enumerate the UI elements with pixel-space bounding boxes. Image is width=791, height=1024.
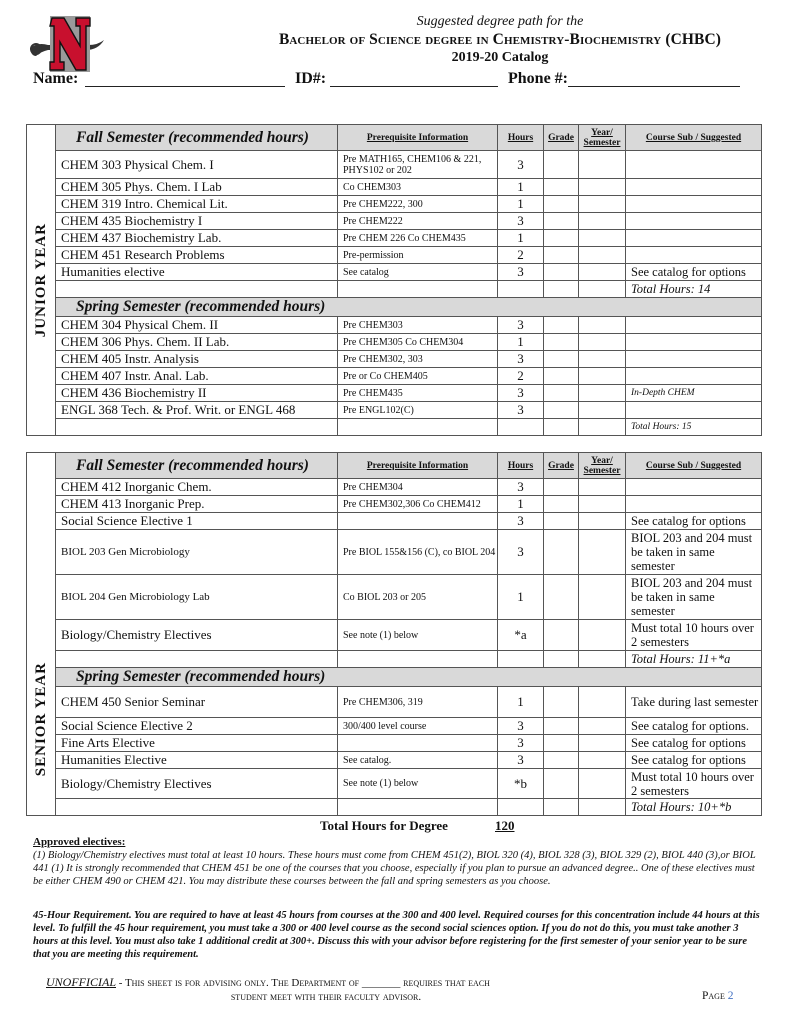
year-semester-cell[interactable] (579, 196, 626, 213)
header-subtitle: Suggested degree path for the (416, 14, 584, 29)
total-row (27, 281, 762, 298)
year-semester-header-l2: Semester (583, 137, 621, 148)
year-semester-cell[interactable] (579, 735, 626, 752)
course-row (27, 196, 762, 213)
prereq-info: Pre or Co CHEM405 (338, 368, 498, 385)
course-sub-cell[interactable] (626, 179, 762, 196)
grade-cell[interactable] (544, 479, 579, 496)
course-row (27, 479, 762, 496)
course-row (27, 351, 762, 368)
year-label-cell (27, 125, 56, 436)
course-hours: 3 (498, 151, 544, 179)
year-semester-cell[interactable] (579, 575, 626, 620)
year-semester-cell[interactable] (579, 620, 626, 651)
course-hours: 1 (498, 687, 544, 718)
course-name: Humanities Elective (56, 752, 338, 769)
course-row (27, 264, 762, 281)
year-semester-header-l1: Year/ (591, 127, 613, 138)
course-name: Fine Arts Elective (56, 735, 338, 752)
grade-cell[interactable] (544, 687, 579, 718)
course-sub-cell[interactable] (626, 496, 762, 513)
grade-header: Grade (544, 125, 579, 151)
course-sub-cell[interactable] (626, 479, 762, 496)
course-sub-cell[interactable]: BIOL 203 and 204 must be taken in same semester (626, 575, 762, 620)
degree-total-label: Total Hours for Degree (320, 818, 448, 833)
grade-cell[interactable] (544, 402, 579, 419)
hours-header: Hours (498, 125, 544, 151)
total-row (27, 419, 762, 436)
course-name: Biology/Chemistry Electives (56, 769, 338, 799)
prereq-info: Pre CHEM302, 303 (338, 351, 498, 368)
year-semester-cell[interactable] (579, 385, 626, 402)
course-row (27, 575, 762, 620)
course-hours: 1 (498, 230, 544, 247)
course-hours: 3 (498, 385, 544, 402)
year-semester-cell[interactable] (579, 752, 626, 769)
year-semester-header-l2: Semester (583, 465, 621, 476)
course-sub-header: Course Sub / Suggested (626, 453, 762, 479)
course-row (27, 687, 762, 718)
course-sub-cell[interactable] (626, 317, 762, 334)
prereq-info: Pre CHEM222 (338, 213, 498, 230)
phone-label: Phone #: (508, 70, 568, 87)
year-semester-cell[interactable] (579, 317, 626, 334)
phone-field[interactable] (568, 70, 740, 87)
disclaimer-line-1: - This sheet is for advising only. The Department of _______ requires that each (116, 977, 490, 989)
empty-cell (544, 281, 579, 298)
year-semester-cell[interactable] (579, 687, 626, 718)
empty-cell (56, 651, 338, 668)
grade-cell[interactable] (544, 334, 579, 351)
year-semester-cell[interactable] (579, 530, 626, 575)
course-row (27, 230, 762, 247)
approved-electives-heading: Approved electives: (33, 836, 126, 848)
fall-semester-title: Fall Semester (recommended hours) (56, 453, 338, 479)
year-semester-cell[interactable] (579, 230, 626, 247)
course-sub-cell[interactable] (626, 368, 762, 385)
empty-cell (544, 419, 579, 436)
course-hours: 1 (498, 575, 544, 620)
course-sub-cell[interactable] (626, 151, 762, 179)
course-name: Social Science Elective 2 (56, 718, 338, 735)
course-name: Social Science Elective 1 (56, 513, 338, 530)
empty-cell (338, 651, 498, 668)
empty-cell (544, 799, 579, 816)
course-row (27, 752, 762, 769)
fall-semester-title: Fall Semester (recommended hours) (56, 125, 338, 151)
junior-year-label: JUNIOR YEAR (32, 222, 49, 338)
fall-header-row (27, 453, 762, 479)
grade-header: Grade (544, 453, 579, 479)
grade-cell[interactable] (544, 247, 579, 264)
course-sub-cell[interactable]: See catalog for options. (626, 718, 762, 735)
course-hours: 3 (498, 718, 544, 735)
course-sub-cell[interactable] (626, 213, 762, 230)
senior-year-label: SENIOR YEAR (32, 661, 49, 777)
spring-total-hours: Total Hours: 10+*b (626, 799, 762, 816)
page-number-value: 2 (727, 990, 734, 1002)
course-name: CHEM 450 Senior Seminar (56, 687, 338, 718)
grade-cell[interactable] (544, 718, 579, 735)
spring-semester-title: Spring Semester (recommended hours) (56, 668, 762, 687)
course-sub-cell[interactable] (626, 334, 762, 351)
course-sub-header: Course Sub / Suggested (626, 125, 762, 151)
course-hours: 3 (498, 479, 544, 496)
grade-cell[interactable] (544, 368, 579, 385)
course-row (27, 385, 762, 402)
grade-cell[interactable] (544, 317, 579, 334)
grade-cell[interactable] (544, 496, 579, 513)
course-name: CHEM 407 Instr. Anal. Lab. (56, 368, 338, 385)
course-row (27, 620, 762, 651)
course-name: BIOL 203 Gen Microbiology (56, 530, 338, 575)
year-semester-cell[interactable] (579, 351, 626, 368)
course-name: CHEM 405 Instr. Analysis (56, 351, 338, 368)
catalog-year: 2019-20 Catalog (451, 50, 549, 65)
grade-cell[interactable] (544, 230, 579, 247)
course-hours: 1 (498, 334, 544, 351)
empty-cell (498, 419, 544, 436)
course-row (27, 513, 762, 530)
grade-cell[interactable] (544, 769, 579, 799)
prereq-info: See note (1) below (338, 620, 498, 651)
hour-requirement-note: 45-Hour Requirement. You are required to have at least 45 hours from courses at the 300 and 400 level. Required courses for this concentration include 44 hours at this level. To fulfill the 45 hour requirement, you must take a 300 or 400 level course as the second social sciences option. If you do not do this, you must take another 3 hours at this level. You must also take 1 additional credit at 300+. Discuss this with your advisor before registering for the first semester of your senior year to be sure that you are meeting this requirement. (33, 910, 760, 960)
grade-cell[interactable] (544, 196, 579, 213)
course-row (27, 718, 762, 735)
empty-cell (338, 419, 498, 436)
course-sub-cell[interactable] (626, 402, 762, 419)
disclaimer-line-2: student meet with their faculty advisor. (230, 991, 422, 1003)
grade-cell[interactable] (544, 575, 579, 620)
spring-total-hours: Total Hours: 15 (626, 419, 762, 436)
course-name: CHEM 451 Research Problems (56, 247, 338, 264)
course-name: Humanities elective (56, 264, 338, 281)
year-semester-cell[interactable] (579, 213, 626, 230)
course-sub-cell[interactable]: See catalog for options (626, 513, 762, 530)
course-hours: *a (498, 620, 544, 651)
empty-cell (579, 651, 626, 668)
spring-semester-title: Spring Semester (recommended hours) (56, 298, 762, 317)
course-sub-cell[interactable]: BIOL 203 and 204 must be taken in same semester (626, 530, 762, 575)
prereq-info: See note (1) below (338, 769, 498, 799)
prereq-info: Pre CHEM306, 319 (338, 687, 498, 718)
year-semester-cell[interactable] (579, 513, 626, 530)
spring-header-row (27, 298, 762, 317)
course-name: CHEM 412 Inorganic Chem. (56, 479, 338, 496)
year-semester-cell[interactable] (579, 247, 626, 264)
prereq-info (338, 513, 498, 530)
year-semester-cell[interactable] (579, 264, 626, 281)
year-label-cell (27, 453, 56, 816)
course-row (27, 402, 762, 419)
course-sub-cell[interactable]: See catalog for options (626, 752, 762, 769)
course-hours: 2 (498, 247, 544, 264)
prereq-info: Co BIOL 203 or 205 (338, 575, 498, 620)
course-name: CHEM 319 Intro. Chemical Lit. (56, 196, 338, 213)
year-semester-header (579, 125, 626, 151)
prereq-info: Pre CHEM305 Co CHEM304 (338, 334, 498, 351)
empty-cell (498, 281, 544, 298)
course-hours: 3 (498, 752, 544, 769)
year-semester-cell[interactable] (579, 769, 626, 799)
course-sub-cell[interactable] (626, 351, 762, 368)
year-semester-cell[interactable] (579, 479, 626, 496)
course-hours: 3 (498, 213, 544, 230)
spring-header-row (27, 668, 762, 687)
page-label: Page (702, 990, 725, 1002)
grade-cell[interactable] (544, 179, 579, 196)
grade-cell[interactable] (544, 513, 579, 530)
course-row (27, 151, 762, 179)
electives-note: (1) Biology/Chemistry electives must total at least 10 hours. These hours must come from CHEM 451(2), BIOL 320 (4), BIOL 328 (3), BIOL 329 (2), BIOL 440 (3),or BIOL 441 (1) It is strongly recommended that CHEM 451 be one of the courses that you choose, especially if you plan to pursue an advanced degree.. One of these electives must be either CHEM 490 or CHEM 421. You may distribute these courses between the fall and spring semesters as you choose. (33, 850, 756, 887)
course-name: Biology/Chemistry Electives (56, 620, 338, 651)
course-name: CHEM 413 Inorganic Prep. (56, 496, 338, 513)
prereq-info: Pre CHEM302,306 Co CHEM412 (338, 496, 498, 513)
empty-cell (338, 281, 498, 298)
prereq-info: Pre CHEM222, 300 (338, 196, 498, 213)
fall-total-hours: Total Hours: 11+*a (626, 651, 762, 668)
prereq-info: Pre CHEM 226 Co CHEM435 (338, 230, 498, 247)
name-label: Name: (33, 70, 79, 87)
course-sub-cell[interactable] (626, 196, 762, 213)
course-hours: 1 (498, 179, 544, 196)
course-hours: 3 (498, 402, 544, 419)
course-name: CHEM 304 Physical Chem. II (56, 317, 338, 334)
prereq-info: See catalog (338, 264, 498, 281)
grade-cell[interactable] (544, 213, 579, 230)
course-hours: 1 (498, 196, 544, 213)
page-number (702, 990, 733, 1002)
year-semester-cell[interactable] (579, 151, 626, 179)
grade-cell[interactable] (544, 620, 579, 651)
course-sub-cell[interactable]: See catalog for options (626, 264, 762, 281)
prereq-header: Prerequisite Information (338, 125, 498, 151)
year-semester-header-l1: Year/ (591, 455, 613, 466)
empty-cell (579, 799, 626, 816)
id-field[interactable] (330, 70, 498, 87)
junior-year-table (26, 124, 762, 436)
grade-cell[interactable] (544, 151, 579, 179)
course-row (27, 247, 762, 264)
course-name: CHEM 435 Biochemistry I (56, 213, 338, 230)
course-sub-cell[interactable]: Must total 10 hours over 2 semesters (626, 769, 762, 799)
senior-year-table (26, 452, 762, 816)
course-hours: 3 (498, 530, 544, 575)
empty-cell (338, 799, 498, 816)
prereq-info: Pre-permission (338, 247, 498, 264)
total-row (27, 799, 762, 816)
year-semester-cell[interactable] (579, 496, 626, 513)
prereq-info: Pre BIOL 155&156 (C), co BIOL 204 (338, 530, 498, 575)
course-row (27, 496, 762, 513)
year-semester-header (579, 453, 626, 479)
prereq-info (338, 735, 498, 752)
prereq-info: See catalog. (338, 752, 498, 769)
course-hours: 2 (498, 368, 544, 385)
grade-cell[interactable] (544, 351, 579, 368)
course-row (27, 368, 762, 385)
course-hours: 1 (498, 496, 544, 513)
prereq-info: Pre MATH165, CHEM106 & 221, PHYS102 or 202 (338, 151, 498, 179)
unofficial-label: UNOFFICIAL (46, 975, 116, 989)
empty-cell (56, 419, 338, 436)
course-hours: 3 (498, 351, 544, 368)
year-semester-cell[interactable] (579, 179, 626, 196)
year-semester-cell[interactable] (579, 718, 626, 735)
grade-cell[interactable] (544, 752, 579, 769)
course-sub-cell[interactable]: See catalog for options (626, 735, 762, 752)
prereq-info: Pre CHEM435 (338, 385, 498, 402)
course-row (27, 769, 762, 799)
empty-cell (498, 799, 544, 816)
course-row (27, 179, 762, 196)
degree-title: Bachelor of Science degree in Chemistry-Biochemistry (CHBC) (278, 31, 722, 48)
empty-cell (579, 281, 626, 298)
course-name: CHEM 436 Biochemistry II (56, 385, 338, 402)
empty-cell (544, 651, 579, 668)
grade-cell[interactable] (544, 530, 579, 575)
course-row (27, 530, 762, 575)
grade-cell[interactable] (544, 264, 579, 281)
total-row (27, 651, 762, 668)
course-name: CHEM 303 Physical Chem. I (56, 151, 338, 179)
year-semester-cell[interactable] (579, 368, 626, 385)
course-name: CHEM 437 Biochemistry Lab. (56, 230, 338, 247)
course-sub-cell[interactable] (626, 247, 762, 264)
university-logo-icon (28, 12, 104, 74)
course-sub-cell[interactable]: Take during last semester (626, 687, 762, 718)
id-label: ID#: (295, 70, 327, 87)
course-name: CHEM 305 Phys. Chem. I Lab (56, 179, 338, 196)
empty-cell (56, 799, 338, 816)
name-field[interactable] (85, 70, 285, 87)
fall-header-row (27, 125, 762, 151)
degree-total-value: 120 (495, 818, 515, 833)
empty-cell (56, 281, 338, 298)
course-hours: 3 (498, 264, 544, 281)
prereq-info: Pre CHEM303 (338, 317, 498, 334)
prereq-info: Pre CHEM304 (338, 479, 498, 496)
course-sub-cell[interactable]: Must total 10 hours over 2 semesters (626, 620, 762, 651)
course-sub-cell[interactable] (626, 230, 762, 247)
course-sub-cell[interactable]: In-Depth CHEM (626, 385, 762, 402)
course-row (27, 334, 762, 351)
course-hours: 3 (498, 735, 544, 752)
empty-cell (498, 651, 544, 668)
prereq-info: 300/400 level course (338, 718, 498, 735)
course-row (27, 213, 762, 230)
grade-cell[interactable] (544, 385, 579, 402)
year-semester-cell[interactable] (579, 402, 626, 419)
footer-disclaimer (46, 975, 606, 1004)
course-name: ENGL 368 Tech. & Prof. Writ. or ENGL 468 (56, 402, 338, 419)
course-row (27, 317, 762, 334)
prereq-header: Prerequisite Information (338, 453, 498, 479)
fall-total-hours: Total Hours: 14 (626, 281, 762, 298)
course-row (27, 735, 762, 752)
year-semester-cell[interactable] (579, 334, 626, 351)
empty-cell (579, 419, 626, 436)
course-name: BIOL 204 Gen Microbiology Lab (56, 575, 338, 620)
prereq-info: Pre ENGL102(C) (338, 402, 498, 419)
course-hours: 3 (498, 513, 544, 530)
course-name: CHEM 306 Phys. Chem. II Lab. (56, 334, 338, 351)
prereq-info: Co CHEM303 (338, 179, 498, 196)
course-hours: 3 (498, 317, 544, 334)
hours-header: Hours (498, 453, 544, 479)
grade-cell[interactable] (544, 735, 579, 752)
course-hours: *b (498, 769, 544, 799)
